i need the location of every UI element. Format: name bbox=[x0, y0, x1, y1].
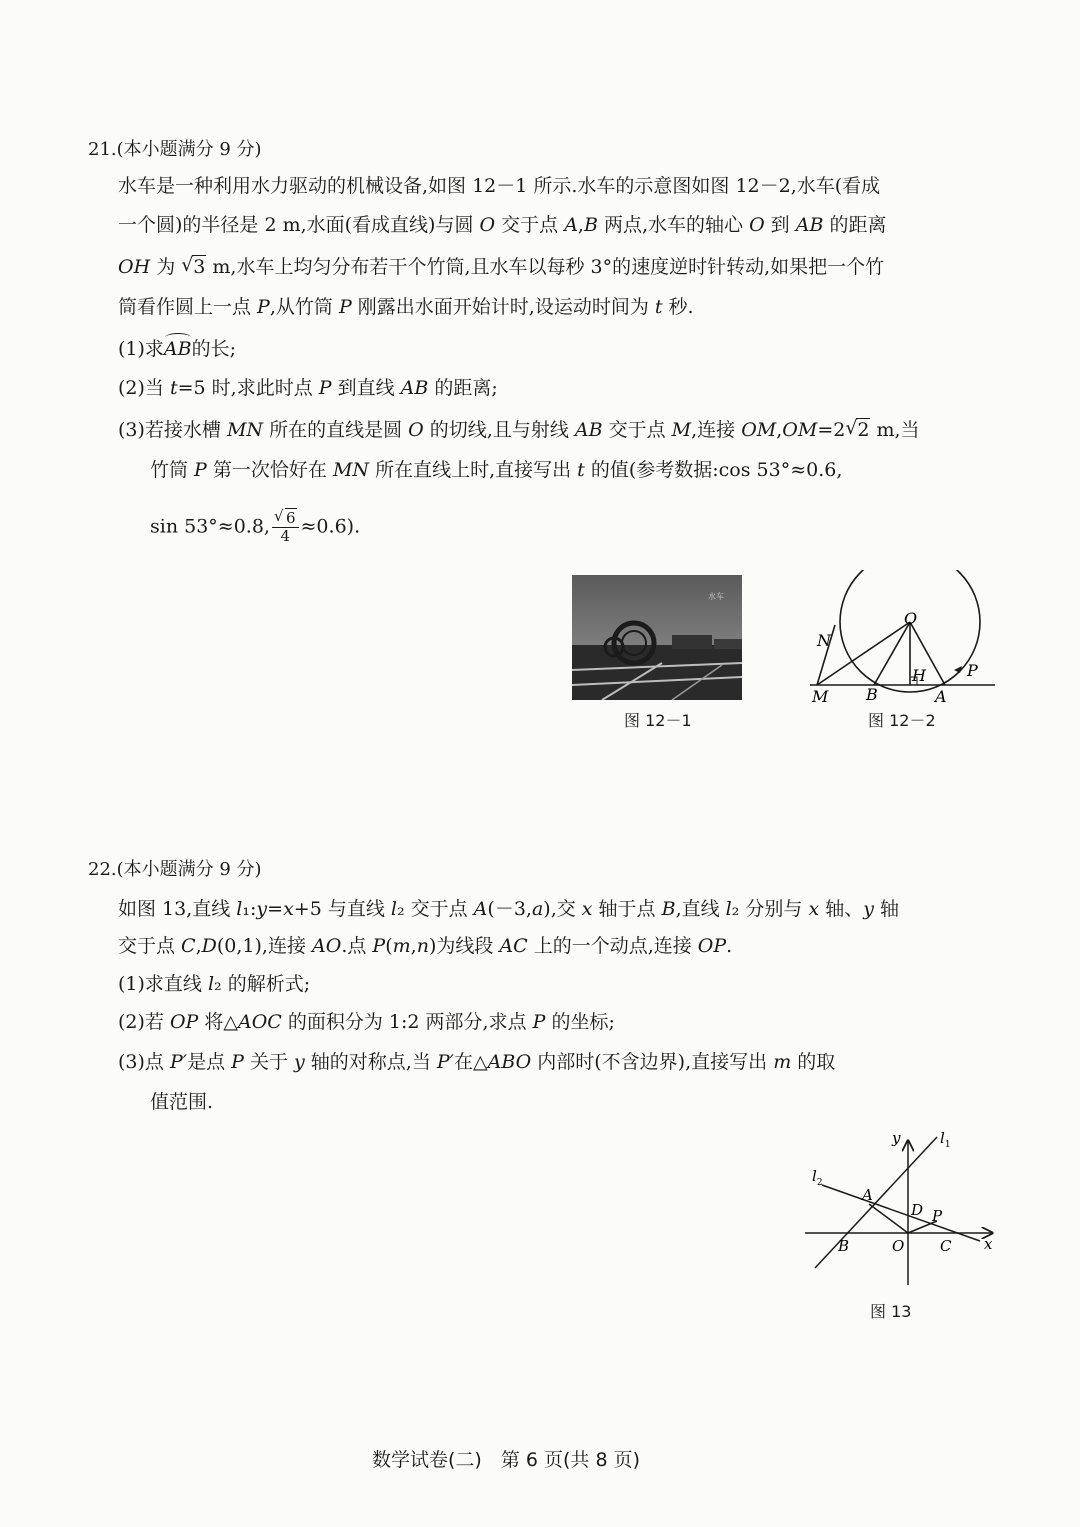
segment-ob bbox=[874, 622, 910, 685]
label-b: B bbox=[838, 1237, 850, 1255]
q21-paragraph-line-3: OH 为 √ 3 m,水车上均匀分布若干个竹筒,且水车以每秒 3°的速度逆时针转动,如果把一个竹 bbox=[118, 255, 884, 279]
q21-subquestion-3: (3)若接水槽 MN 所在的直线是圆 O 的切线,且与射线 AB 交于点 M,连接 OM,OM=2√ 2 m,当 bbox=[118, 418, 920, 442]
fraction-sqrt6-over-4: √ $\frac{6}{4}$ bbox=[272, 510, 299, 545]
label-n: N bbox=[817, 631, 831, 650]
q21-heading: 21.(本小题满分 9 分) bbox=[88, 139, 262, 160]
q22-heading: 22.(本小题满分 9 分) bbox=[88, 859, 262, 880]
label-h: H bbox=[912, 666, 926, 685]
q22-paragraph-line-1: 如图 13,直线 l₁:y=x+5 与直线 l₂ 交于点 A(－3,a),交 x 轴于点 B,直线 l₂ 分别与 x 轴、y 轴 bbox=[118, 898, 899, 920]
label-m: M bbox=[812, 687, 829, 705]
q22-subquestion-3: (3)点 P′是点 P 关于 y 轴的对称点,当 P′在△ABO 内部时(不含边界),直接写出 m 的取 bbox=[118, 1051, 836, 1073]
q21-subquestion-3-line-3: sin 53°≈0.8, √ $\frac{6}{4}$ ≈0.6). bbox=[150, 510, 360, 545]
q21-paragraph-line-2: 一个圆)的半径是 2 m,水面(看成直线)与圆 O 交于点 A,B 两点,水车的轴心 O 到 AB 的距离 bbox=[118, 214, 887, 236]
figure-12-2-caption: 图 12－2 bbox=[868, 711, 936, 730]
q21-subquestion-1: (1)求AB的长; bbox=[118, 338, 237, 360]
rotation-arrow-icon bbox=[954, 666, 962, 673]
figure-13-caption: 图 13 bbox=[870, 1302, 912, 1321]
label-p: P bbox=[932, 1207, 943, 1225]
q21-subquestion-3-line-2: 竹筒 P 第一次恰好在 MN 所在直线上时,直接写出 t 的值(参考数据:cos 53°≈0.6, bbox=[150, 459, 843, 481]
label-c: C bbox=[940, 1237, 952, 1255]
q21-paragraph-line-1: 水车是一种利用水力驱动的机械设备,如图 12－1 所示.水车的示意图如图 12－2,水车(看成 bbox=[118, 175, 881, 197]
label-y: y bbox=[892, 1129, 901, 1147]
label-b: B bbox=[866, 685, 878, 704]
figure-12-1-caption: 图 12－1 bbox=[624, 711, 692, 730]
figure-13-diagram bbox=[800, 1125, 1010, 1290]
q22-subquestion-1: (1)求直线 l₂ 的解析式; bbox=[118, 973, 311, 995]
q21-paragraph-line-4: 筒看作圆上一点 P,从竹筒 P 刚露出水面开始计时,设运动时间为 t 秒. bbox=[118, 296, 694, 318]
label-a: A bbox=[862, 1186, 873, 1204]
label-d: D bbox=[911, 1201, 924, 1219]
q21-subquestion-2: (2)当 t=5 时,求此时点 P 到直线 AB 的距离; bbox=[118, 377, 498, 399]
label-x: x bbox=[984, 1235, 993, 1253]
page-footer: 数学试卷(二) 第 6 页(共 8 页) bbox=[372, 1449, 640, 1471]
figure-12-2-diagram bbox=[805, 570, 1005, 705]
q22-paragraph-line-2: 交于点 C,D(0,1),连接 AO.点 P(m,n)为线段 AC 上的一个动点,连接 OP. bbox=[118, 935, 733, 957]
label-o: O bbox=[892, 1237, 905, 1255]
label-l2: $l_2$ bbox=[812, 1167, 823, 1188]
waterwheel-photo bbox=[572, 575, 742, 700]
photo-watermark: 水车 bbox=[708, 592, 724, 601]
label-o: O bbox=[904, 609, 918, 628]
label-l1: $l_1$ bbox=[940, 1129, 951, 1150]
label-p: P bbox=[967, 661, 978, 680]
q22-subquestion-3-line-2: 值范围. bbox=[150, 1091, 214, 1113]
q22-subquestion-2: (2)若 OP 将△AOC 的面积分为 1:2 两部分,求点 P 的坐标; bbox=[118, 1011, 615, 1033]
label-a: A bbox=[935, 687, 947, 705]
